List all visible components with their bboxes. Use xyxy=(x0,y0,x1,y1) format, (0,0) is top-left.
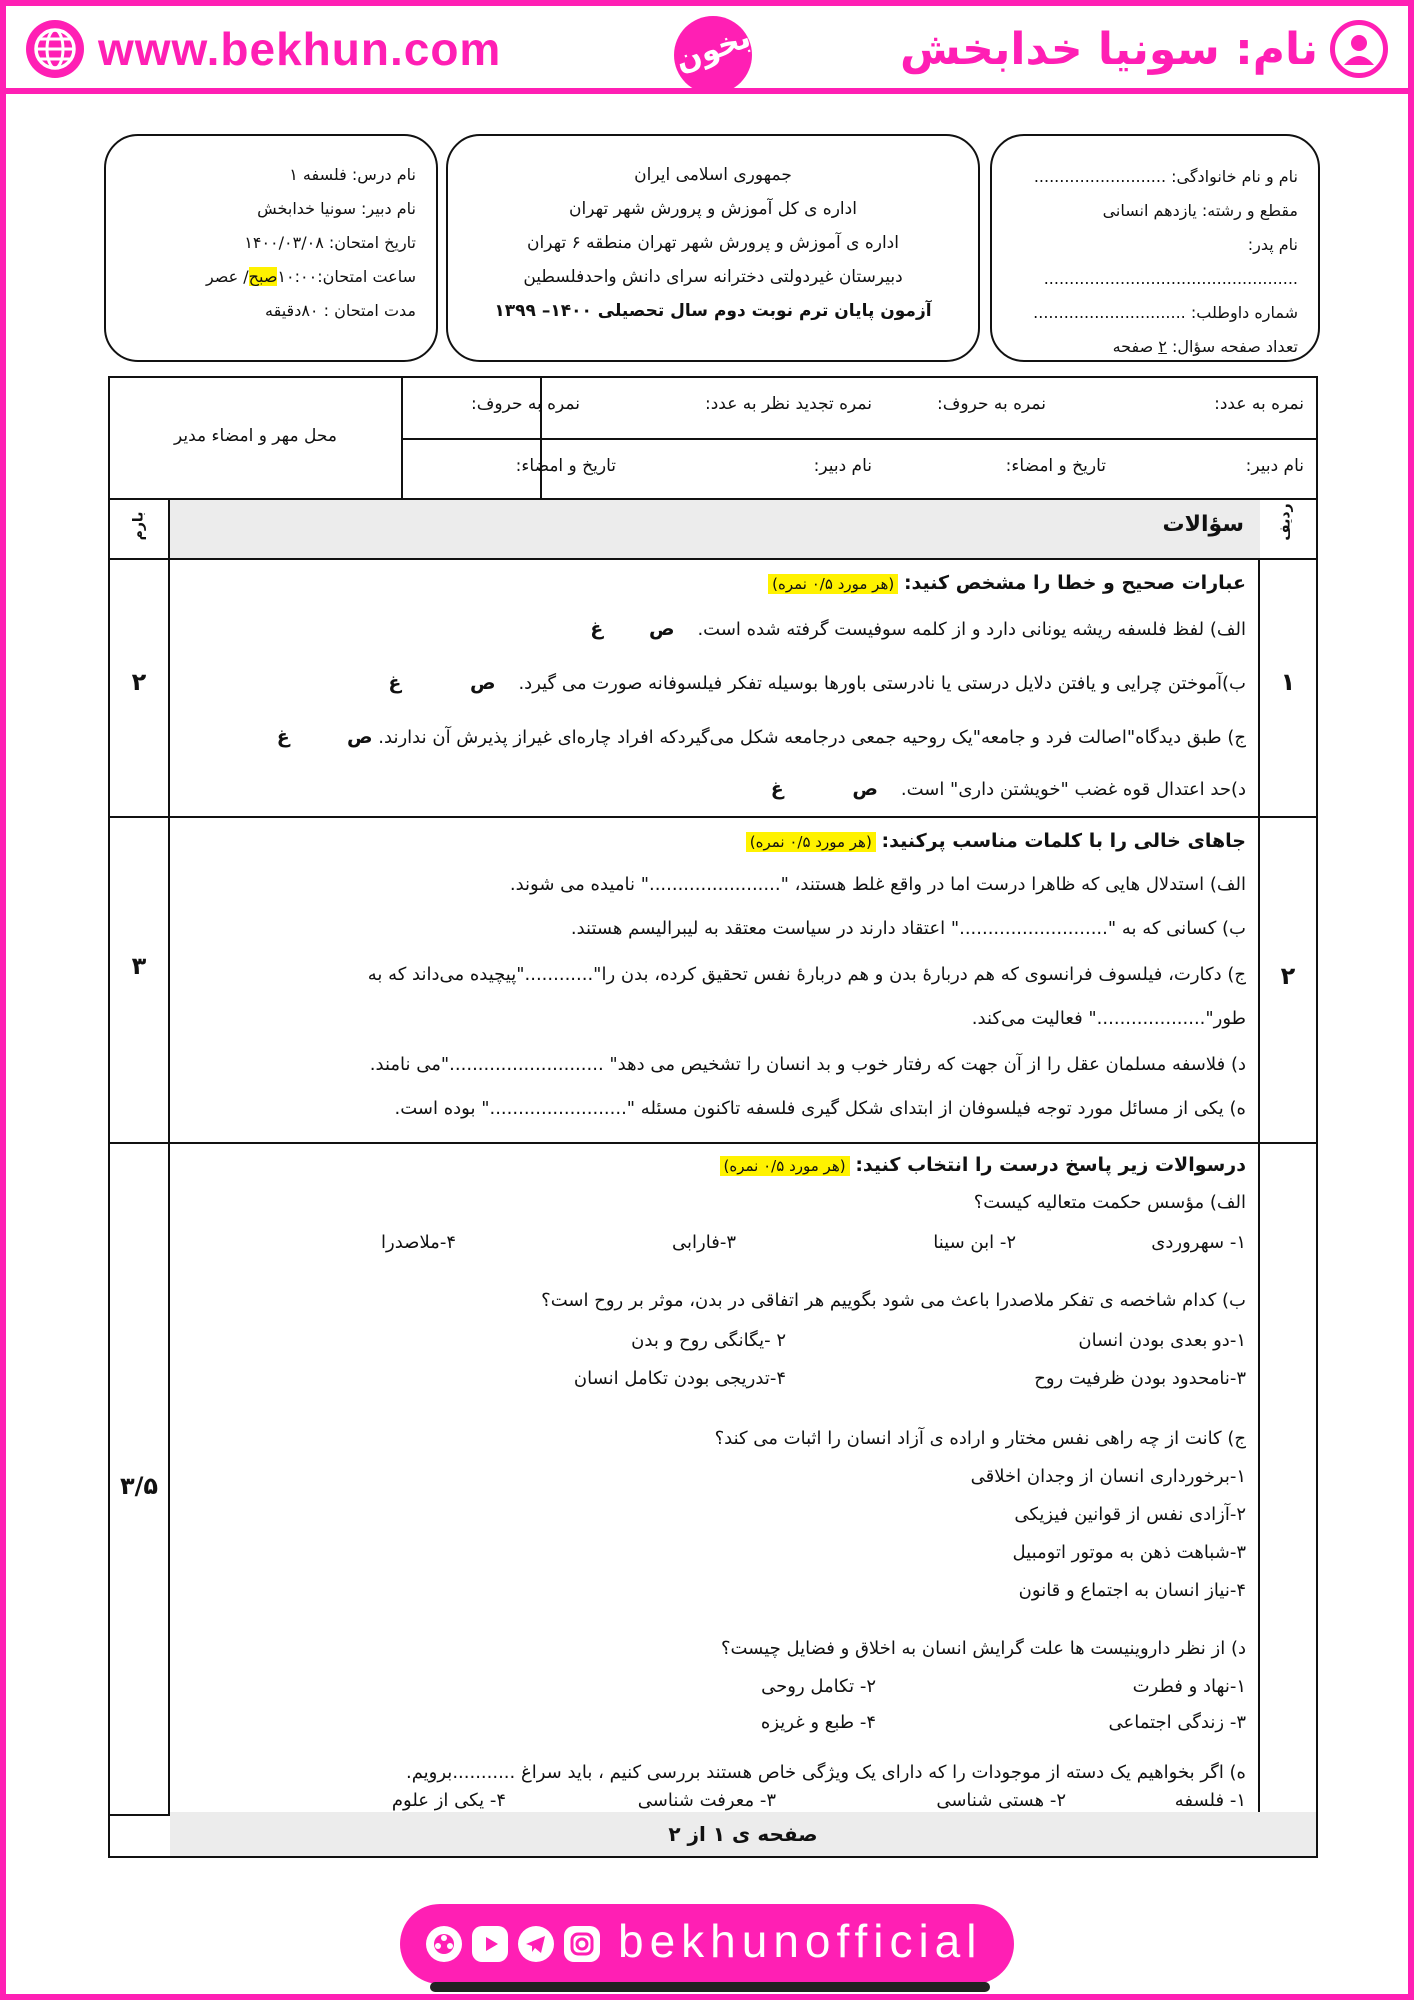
student-info-line: مقطع و رشته: یازدهم انسانی xyxy=(1102,201,1298,220)
mcq-option: ۳- معرفت شناسی xyxy=(637,1790,776,1811)
mcq-option: ۱- سهروردی xyxy=(1151,1232,1246,1253)
mcq-option: ۳- زندگی اجتماعی xyxy=(1108,1712,1246,1733)
exam-title: آزمون پایان ترم نوبت دوم سال تحصیلی ۱۴۰۰– ۱۳۹۹ xyxy=(494,301,932,321)
fill-blank-item: ه) یکی از مسائل مورد توجه فیلسوفان از ابتدای شکل گیری فلسفه تاکنون مسئله "........................" بوده است. xyxy=(394,1098,1246,1119)
school-info-line: جمهوری اسلامی ایران xyxy=(634,165,792,185)
mcq-question: ب) کدام شاخصه ی تفکر ملاصدرا باعث می شود بگوییم هر اتفاقی در بدن، موثر بر روح است؟ xyxy=(541,1290,1246,1311)
student-name-banner xyxy=(900,20,1388,78)
question-number: ۱ xyxy=(1280,668,1296,696)
social-handle[interactable]: bekhunofficial xyxy=(618,1915,983,1967)
mcq-option: ۲-آزادی نفس از قوانین فیزیکی xyxy=(1014,1504,1246,1525)
mcq-option: ۱-دو بعدی بودن انسان xyxy=(1078,1330,1246,1351)
question-score: ۲ xyxy=(131,668,147,696)
decorative-shadow xyxy=(430,1982,990,1992)
exam-info-line: نام درس: فلسفه ۱ xyxy=(289,165,416,184)
exam-duration: مدت امتحان : ۸۰دقیقه xyxy=(265,301,416,320)
globe-icon xyxy=(26,20,84,78)
mcq-question: د) از نظر داروینیست ها علت گرایش انسان به اخلاق و فضایل چیست؟ xyxy=(720,1638,1246,1659)
fill-blank-item: طور"..................." فعالیت می‌کند. xyxy=(971,1008,1246,1029)
questions-table xyxy=(108,500,1318,1858)
school-info-line: دبیرستان غیردولتی دخترانه سرای دانش واحدفلسطین xyxy=(523,267,903,287)
banner-divider xyxy=(6,88,1408,94)
social-bar xyxy=(400,1904,1014,1984)
user-icon xyxy=(1330,20,1388,78)
page-count: تعداد صفحه سؤال: ۲ صفحه xyxy=(1112,337,1298,356)
question-3: درسوالات زیر پاسخ درست را انتخاب کنید: (هر مورد ۰/۵ نمره) الف) مؤسس حکمت متعالیه کیست؟ ۱- سهروردی ۲- ابن سینا ۳-فارابی ۴-ملاصدرا ب) کدام شاخصه ی تفکر ملاصدرا باعث می شود بگوییم هر اتفاقی در بدن، موثر بر روح است؟ ۱-دو بعدی بودن انسان ۲ -یگانگی روح و بدن ۳-نامحدود بودن ظرفیت روح ۴-تدریجی بودن تکامل انسان ج) کانت از چه راهی نفس مختار و اراده ی آزاد انسان را اثبات می کند؟ ۱-برخورداری انسان از وجدان اخلاقی ۲-آزادی نفس از قوانین فیزیکی ۳-شباهت ذهن به موتور اتومبیل ۴-نیاز انسان به اجتماع و قانون د) از نظر داروینیست ها علت گرایش انسان به اخلاق و فضایل چیست؟ ۱-نهاد و فطرت ۲- تکامل روحی ۳- زندگی اجتماعی ۴- طبع و غریزه ه) اگر بخواهیم یک دسته از موجودات را که دارای یک ویژگی خاص هستند بررسی کنیم ، باید سراغ ...........برویم. ۱- فلسفه ۲- هستی شناسی ۳- معرفت شناسی ۴- یکی از علوم xyxy=(182,1148,1246,1812)
grades-table xyxy=(108,376,1318,500)
website-link[interactable] xyxy=(26,20,501,78)
mcq-option: ۴-ملاصدرا xyxy=(381,1232,456,1253)
instagram-icon[interactable] xyxy=(564,1926,600,1962)
brand-logo: بخون xyxy=(674,16,752,94)
top-banner xyxy=(6,6,1408,88)
score-number-label: نمره به عدد: xyxy=(1214,394,1304,414)
student-info-box xyxy=(990,134,1320,362)
mcq-option: ۴- یکی از علوم xyxy=(391,1790,506,1811)
school-info-box xyxy=(446,134,980,362)
website-text: www.bekhun.com xyxy=(98,23,502,75)
mcq-option: ۴-تدریجی بودن تکامل انسان xyxy=(573,1368,786,1389)
aparat-icon[interactable] xyxy=(426,1926,462,1962)
mcq-option: ۳-نامحدود بودن ظرفیت روح xyxy=(1034,1368,1246,1389)
mcq-option: ۲ -یگانگی روح و بدن xyxy=(631,1330,786,1351)
mcq-option: ۲- ابن سینا xyxy=(933,1232,1016,1253)
date-sign-label: تاریخ و امضاء: xyxy=(1005,456,1106,476)
mcq-option: ۲- هستی شناسی xyxy=(936,1790,1066,1811)
mcq-option: ۲- تکامل روحی xyxy=(761,1676,876,1697)
question-score: ۳ xyxy=(131,952,147,980)
mcq-option: ۴- طبع و غریزه xyxy=(760,1712,876,1733)
mcq-option: ۳-فارابی xyxy=(672,1232,736,1253)
fill-blank-item: د) فلاسفه مسلمان عقل را از آن جهت که رفتار خوب و بد انسان را تشخیص می دهد" ..........................."می نامند. xyxy=(369,1054,1246,1075)
table-header xyxy=(170,500,1260,558)
review-number-label: نمره تجدید نظر به عدد: xyxy=(704,394,872,414)
question-number: ۲ xyxy=(1280,962,1296,990)
student-info-line: شماره داوطلب: .............................. xyxy=(1033,303,1298,322)
score-letters-label: نمره به حروف: xyxy=(937,394,1046,414)
statement: الف) لفظ فلسفه ریشه یونانی دارد و از کلمه سوفیست گرفته شده است. ص غ xyxy=(590,618,1246,640)
question-2: جاهای خالی را با کلمات مناسب پرکنید: (هر مورد ۰/۵ نمره) الف) استدلال هایی که ظاهرا درست اما در واقع غلط هستند، "......................." نامیده می شوند. ب) کسانی که به ".........................." اعتقاد دارند در سیاست معتقد به لیبرالیسم هستند. ج) دکارت، فیلسوف فرانسوی که هم دربارۀ بدن و هم دربارۀ نفس تحقیق کرده، بدن را"............"پیچیده می‌داند که به طور"..................." فعالیت می‌کند. د) فلاسفه مسلمان عقل را از آن جهت که رفتار خوب و بد انسان را تشخیص می دهد" ..........................."می نامند. ه) یکی از مسائل مورد توجه فیلسوفان از ابتدای شکل گیری فلسفه تاکنون مسئله "........................" بوده است. xyxy=(182,822,1246,1138)
youtube-icon[interactable] xyxy=(472,1926,508,1962)
page-footer: صفحه ی ۱ از ۲ xyxy=(170,1812,1316,1856)
mcq-option: ۳-شباهت ذهن به موتور اتومبیل xyxy=(1012,1542,1246,1563)
mcq-question: ج) کانت از چه راهی نفس مختار و اراده ی آزاد انسان را اثبات می کند؟ xyxy=(714,1428,1246,1449)
exam-time: ساعت امتحان:۱۰:۰۰صبح/ عصر xyxy=(205,267,416,286)
mcq-question: الف) مؤسس حکمت متعالیه کیست؟ xyxy=(973,1192,1246,1213)
principal-stamp-area: محل مهر و امضاء مدیر xyxy=(174,426,337,446)
date-sign-label: تاریخ و امضاء: xyxy=(515,456,616,476)
mcq-option: ۱- فلسفه xyxy=(1174,1790,1246,1811)
fill-blank-item: الف) استدلال هایی که ظاهرا درست اما در واقع غلط هستند، "......................." نامیده می شوند. xyxy=(509,874,1246,895)
student-info-line: نام و نام خانوادگی: .......................... xyxy=(1033,167,1298,186)
questions-label: سؤالات xyxy=(1162,512,1244,537)
review-letters-label: نمره به حروف: xyxy=(471,394,580,414)
statement: ج) طبق دیدگاه"اصالت فرد و جامعه"یک روحیه جمعی درجامعه شکل می‌گیردکه افراد چاره‌ای غیراز پذیرش آن ندارند. ص غ xyxy=(276,726,1246,748)
fill-blank-item: ج) دکارت، فیلسوف فرانسوی که هم دربارۀ بدن و هم دربارۀ نفس تحقیق کرده، بدن را"............"پیچیده می‌داند که به xyxy=(367,964,1246,985)
score-label: بارم xyxy=(130,511,147,541)
fill-blank-item: ب) کسانی که به ".........................." اعتقاد دارند در سیاست معتقد به لیبرالیسم هستند. xyxy=(570,918,1246,939)
exam-info-box xyxy=(104,134,438,362)
statement: د)حد اعتدال قوه غضب "خویشتن داری" است. ص غ xyxy=(770,778,1246,800)
mcq-option: ۱-نهاد و فطرت xyxy=(1132,1676,1246,1697)
mcq-option: ۴-نیاز انسان به اجتماع و قانون xyxy=(1018,1580,1246,1601)
exam-info-line: تاریخ امتحان: ۱۴۰۰/۰۳/۰۸ xyxy=(244,233,416,252)
student-name: نام: سونیا خدابخش xyxy=(899,23,1318,75)
exam-info-line: نام دبیر: سونیا خدابخش xyxy=(257,199,416,218)
statement: ب)آموختن چرایی و یافتن دلایل درستی یا نادرستی باورها بوسیله تفکر فیلسوفانه صورت می گیرد. ص غ xyxy=(388,672,1246,694)
question-1: عبارات صحیح و خطا را مشخص کنید: (هر مورد ۰/۵ نمره) الف) لفظ فلسفه ریشه یونانی دارد و از کلمه سوفیست گرفته شده است. ص غ ب)آموختن چرایی و یافتن دلایل درستی یا نادرستی باورها بوسیله تفکر فیلسوفانه صورت می گیرد. ص غ ج) طبق دیدگاه"اصالت فرد و جامعه"یک روحیه جمعی درجامعه شکل می‌گیردکه افراد چاره‌ای غیراز پذیرش آن ندارند. ص غ د)حد اعتدال قوه غضب "خویشتن داری" است. ص غ xyxy=(182,564,1246,814)
mcq-question: ه) اگر بخواهیم یک دسته از موجودات را که دارای یک ویژگی خاص هستند بررسی کنیم ، باید سراغ ...........برویم. xyxy=(405,1762,1246,1783)
student-info-line: نام پدر: .................................................. xyxy=(1043,235,1298,288)
school-info-line: اداره ی آموزش و پرورش شهر تهران منطقه ۶ تهران xyxy=(527,233,899,253)
telegram-icon[interactable] xyxy=(518,1926,554,1962)
mcq-option: ۱-برخورداری انسان از وجدان اخلاقی xyxy=(970,1466,1246,1487)
question-score: ۳/۵ xyxy=(119,1472,159,1500)
row-label: ردیف xyxy=(1277,503,1294,541)
teacher-name-label: نام دبیر: xyxy=(1245,456,1304,476)
teacher-name-label: نام دبیر: xyxy=(813,456,872,476)
school-info-line: اداره ی کل آموزش و پرورش شهر تهران xyxy=(569,199,857,219)
